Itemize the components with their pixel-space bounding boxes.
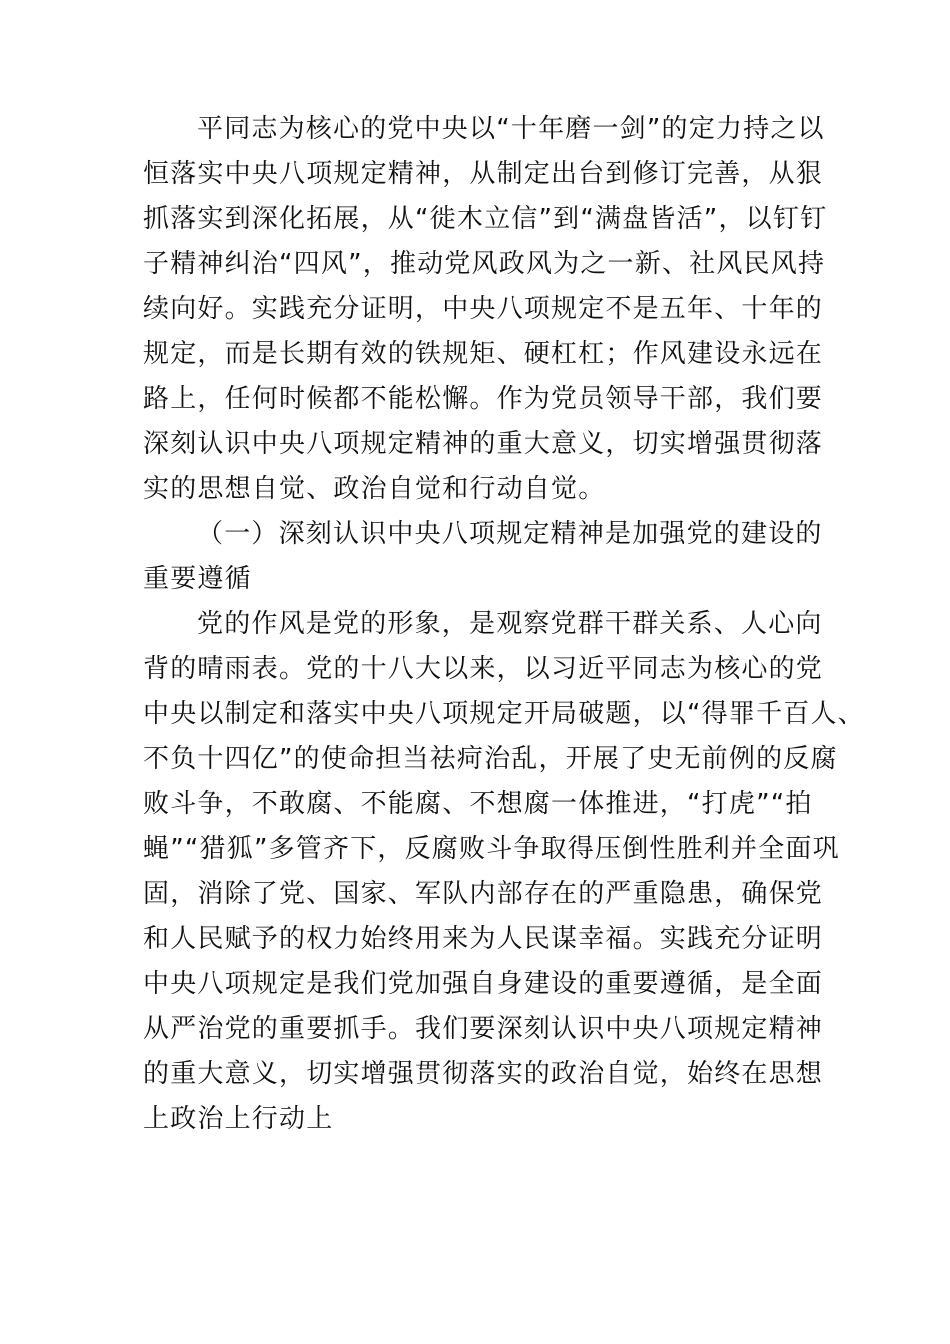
text-line: 上政治上行动上: [143, 1104, 334, 1134]
text-line: 从严治党的重要抓手。我们要深刻认识中央八项规定精神: [143, 1014, 824, 1044]
text-line: 背的晴雨表。党的十八大以来，以习近平同志为核心的党: [143, 654, 824, 684]
text-line: 平同志为核心的党中央以“十年磨一剑”的定力持之以: [197, 114, 825, 144]
heading-line: 重要遵循: [143, 564, 252, 594]
text-line: 不负十四亿”的使命担当祛疴治乱，开展了史无前例的反腐: [143, 744, 838, 774]
text-line: 和人民赋予的权力始终用来为人民谋幸福。实践充分证明: [143, 924, 824, 954]
text-line: 规定，而是长期有效的铁规矩、硬杠杠；作风建设永远在: [143, 339, 824, 369]
text-line: 中央以制定和落实中央八项规定开局破题，以“得罪千百人、: [143, 699, 865, 729]
text-line: 实的思想自觉、政治自觉和行动自觉。: [143, 474, 606, 504]
text-line: 党的作风是党的形象，是观察党群干群关系、人心向: [197, 609, 823, 639]
text-line: 蝇”“猎狐”多管齐下，反腐败斗争取得压倒性胜利并全面巩: [143, 834, 840, 864]
text-line: 固，消除了党、国家、军队内部存在的严重隐患，确保党: [143, 879, 824, 909]
paragraph: [143, 602, 865, 1142]
document-body: [143, 107, 865, 1142]
text-line: 败斗争，不敢腐、不能腐、不想腐一体推进，“打虎”“拍: [143, 789, 813, 819]
text-line: 的重大意义，切实增强贯彻落实的政治自觉，始终在思想: [143, 1059, 824, 1089]
text-line: 续向好。实践充分证明，中央八项规定不是五年、十年的: [143, 294, 824, 324]
text-line: 抓落实到深化拓展，从“徙木立信”到“满盘皆活”，以钉钉: [143, 204, 828, 234]
text-line: 子精神纠治“四风”，推动党风政风为之一新、社风民风持: [143, 249, 826, 279]
paragraph-continuation: [143, 107, 828, 512]
text-line: 恒落实中央八项规定精神，从制定出台到修订完善，从狠: [143, 159, 824, 189]
text-line: 中央八项规定是我们党加强自身建设的重要遵循，是全面: [143, 969, 824, 999]
text-line: 深刻认识中央八项规定精神的重大意义，切实增强贯彻落: [143, 429, 824, 459]
section-heading: [143, 512, 823, 602]
text-line: 路上，任何时候都不能松懈。作为党员领导干部，我们要: [143, 384, 824, 414]
heading-line: （一）深刻认识中央八项规定精神是加强党的建设的: [197, 519, 823, 549]
